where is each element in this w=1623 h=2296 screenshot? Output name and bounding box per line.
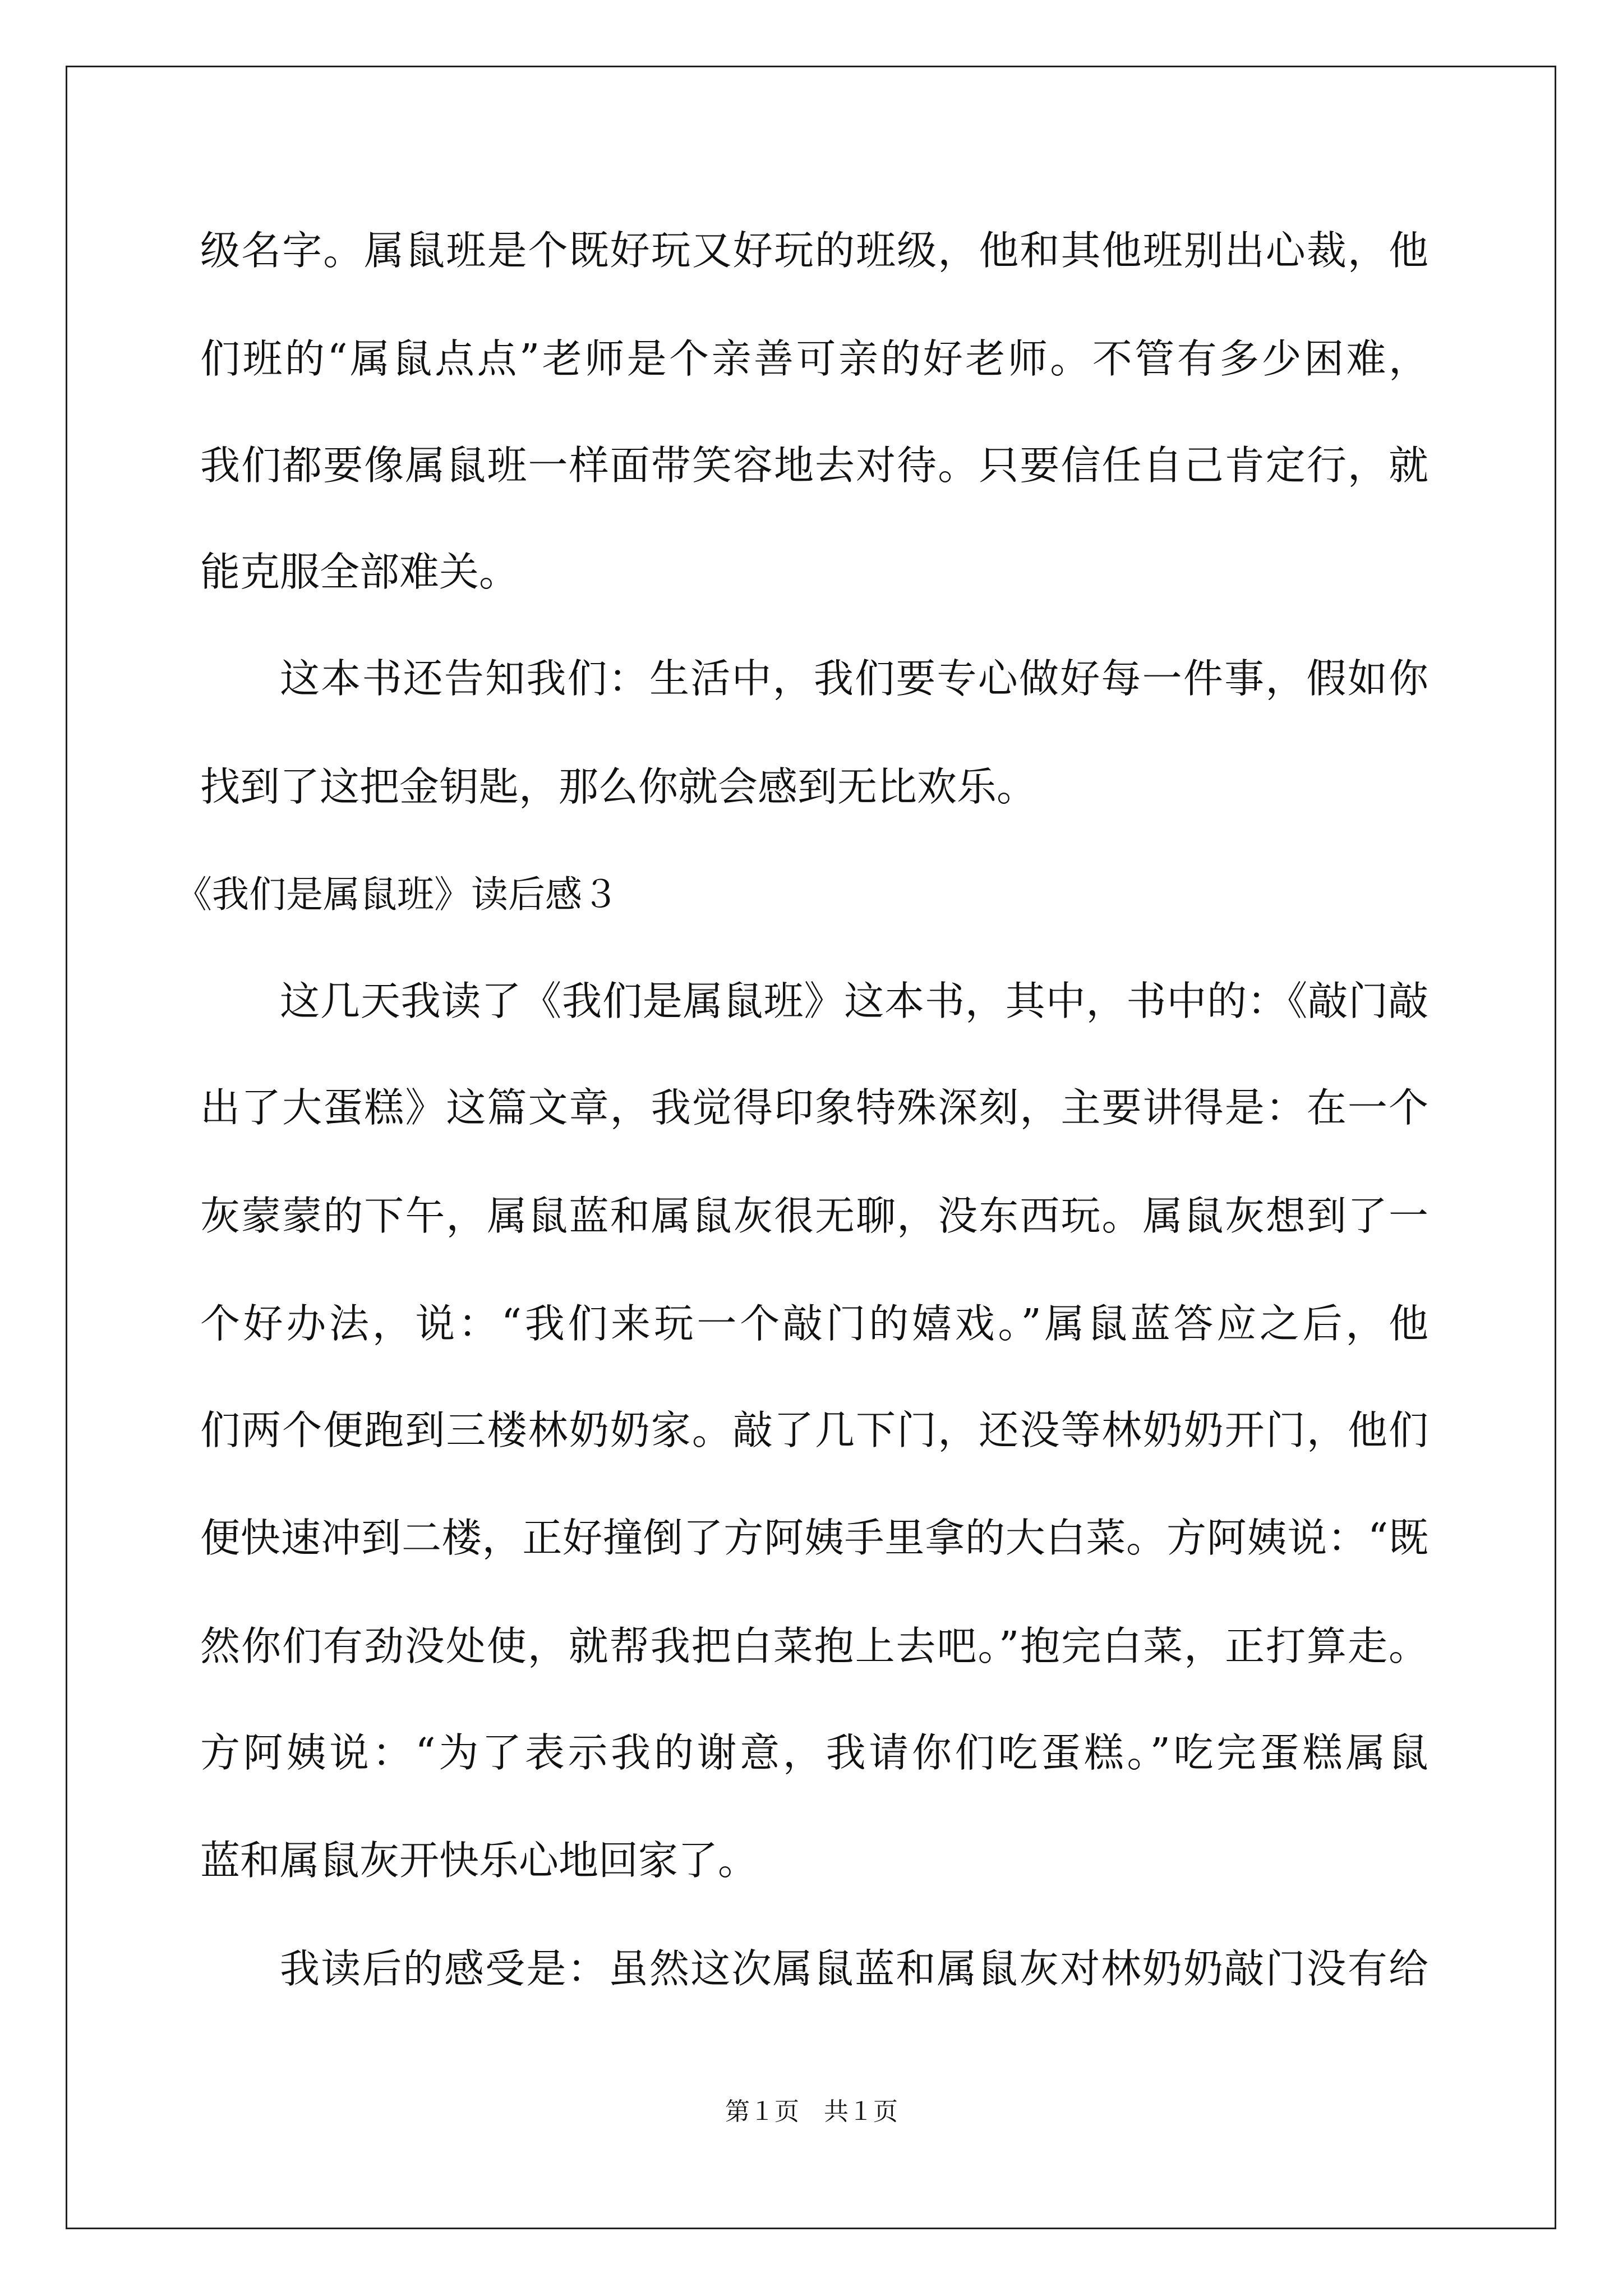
page-footer: 第１页 共１页	[725, 2097, 898, 2126]
paragraph-start-line: 这本书还告知我们：生活中，我们要专心做好每一件事，假如你	[280, 655, 1428, 702]
text-line: 出了大蛋糕》这篇文章，我觉得印象特殊深刻，主要讲得是：在一个	[200, 1084, 1428, 1131]
page-border	[66, 66, 1556, 2229]
text-line: 能克服全部难关。	[200, 549, 519, 595]
text-line: 级名字。属鼠班是个既好玩又好玩的班级，他和其他班别出心裁，他	[200, 227, 1428, 274]
section-heading: 《我们是属鼠班》读后感３	[175, 873, 619, 916]
text-line: 然你们有劲没处使，就帮我把白菜抱上去吧。”抱完白菜，正打算走。	[200, 1623, 1428, 1669]
text-line: 灰蒙蒙的下午，属鼠蓝和属鼠灰很无聊，没东西玩。属鼠灰想到了一	[200, 1193, 1428, 1239]
text-line: 蓝和属鼠灰开快乐心地回家了。	[200, 1837, 758, 1884]
text-line: 们两个便跑到三楼林奶奶家。敲了几下门，还没等林奶奶开门，他们	[200, 1407, 1428, 1453]
text-line: 们班的“属鼠点点”老师是个亲善可亲的好老师。不管有多少困难，	[200, 335, 1428, 382]
text-line: 找到了这把金钥匙，那么你就会感到无比欢乐。	[200, 763, 1037, 810]
text-line: 方阿姨说：“为了表示我的谢意，我请你们吃蛋糕。”吃完蛋糕属鼠	[200, 1729, 1428, 1776]
text-line: 便快速冲到二楼，正好撞倒了方阿姨手里拿的大白菜。方阿姨说：“既	[200, 1515, 1428, 1561]
paragraph-start-line: 我读后的感受是：虽然这次属鼠蓝和属鼠灰对林奶奶敲门没有给	[280, 1945, 1428, 1992]
paragraph-start-line: 这几天我读了《我们是属鼠班》这本书，其中，书中的：《敲门敲	[280, 978, 1428, 1024]
text-line: 我们都要像属鼠班一样面带笑容地去对待。只要信任自己肯定行，就	[200, 442, 1428, 489]
text-line: 个好办法，说：“我们来玩一个敲门的嬉戏。”属鼠蓝答应之后，他	[200, 1300, 1428, 1347]
